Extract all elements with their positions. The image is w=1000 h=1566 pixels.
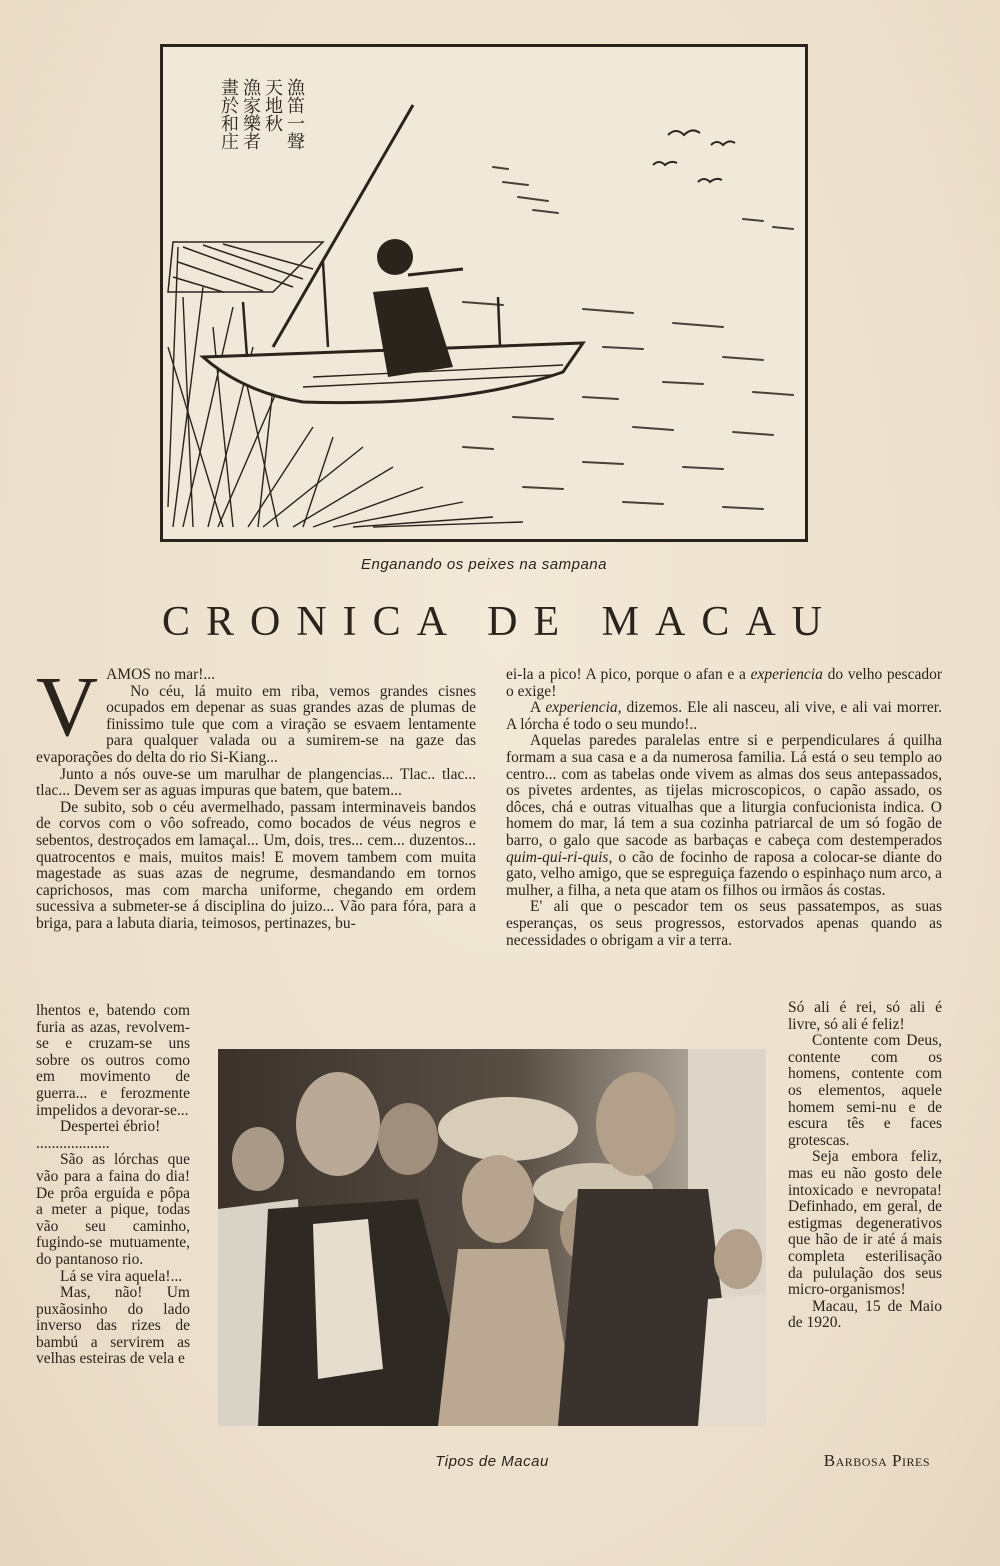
paragraph: Só ali é rei, só ali é livre, só ali é feliz! — [788, 999, 942, 1033]
paragraph: Seja embora feliz, mas eu não gosto dele intoxicado e nevropata! Definhado, em geral, de estigmas degenerativos que hão de ir até á mais completa esterilisação da pululação dos seus micro-organismos! — [788, 1148, 942, 1299]
paragraph: Mas, não! Um puxãosinho do lado inverso das rizes de bambú a servirem as velhas esteiras de vela e — [36, 1284, 190, 1368]
narrow-left-column — [36, 1003, 190, 1368]
paragraph: No céu, lá muito em riba, vemos grandes cisnes ocupados em depenar as suas grandes azas de plumas de finissimo tule que com a viração se esvaem lentamente para qualquer valada ou a sumirem-se na gaze das evaporações do delta do rio Si-Kiang... — [36, 682, 476, 766]
paragraph: E' ali que o pescador tem os seus passatempos, as suas esperanças, os seus progressos, estorvados apenas quando as necessidades o obrigam a vir a terra. — [506, 898, 942, 949]
chinese-inscription — [205, 78, 305, 188]
paragraph — [506, 733, 942, 899]
narrow-right-column — [788, 1000, 942, 1332]
inscription-line-1: 漁笛一聲 — [284, 78, 305, 150]
paragraph — [506, 667, 942, 700]
left-column — [36, 658, 476, 933]
paragraph: Contente com Deus, contente com os homens, contente com os elementos, aquele homem semi-nu e de escura tês e faces grotescas. — [788, 1032, 942, 1149]
people-photo — [218, 1049, 766, 1426]
italic-run: quim-qui-ri-quis, — [506, 848, 613, 866]
illustration-caption: Enganando os peixes na sampana — [360, 556, 607, 573]
paragraph: Lá se vira aquela!... — [60, 1267, 183, 1285]
text-run: dizemos. Ele ali nasceu, ali vive, e ali vai morrer. A lórcha é todo o seu mundo!.. — [506, 699, 942, 733]
italic-run: experiencia, — [545, 699, 622, 717]
inscription-line-3: 漁家樂者 — [240, 78, 261, 150]
article-title: CRONICA DE MACAU — [161, 599, 839, 645]
drop-cap: V — [36, 658, 99, 754]
paragraph: Junto a nós ouve-se um marulhar de plangencias... Tlac.. tlac... tlac... Devem ser as aguas impuras que batem, que batem... — [36, 765, 476, 800]
paragraph — [506, 700, 942, 733]
paragraph: Despertei ébrio! — [60, 1118, 161, 1136]
lead-paragraph: AMOS no mar!... — [106, 666, 216, 683]
author-signature: Barbosa Pires — [823, 1451, 930, 1470]
right-column — [506, 667, 942, 949]
text-run: ei-la a pico! A pico, porque o afan e a — [506, 666, 751, 683]
inscription-line-4: 畫於和庄 — [218, 78, 239, 150]
paragraph: De subito, sob o céu avermelhado, passam interminaveis bandos de corvos com o vôo sofreado, como bocados de véus negros e sebentos, destroçados em lamaçal... Um, dois, tres... cem... duzentos... quatrocentos e mais, muitos mais! E movem tambem com muita magestade as suas azas de negrume, desmandando em tornos caprichosos, mas com marcha uniforme, chegando em ordem sucessiva a submeter-se á disciplina do juizo... Vão para fóra, para a briga, para a labuta diaria, teimosos, pertinazes, bu- — [36, 798, 476, 932]
dateline: Macau, 15 de Maio de 1920. — [788, 1297, 942, 1332]
text-run: Aquelas paredes paralelas entre si e perpendiculares á quilha formam a sua casa e a da numerosa familia. Lá está o seu templo ao centro... com as tabelas onde vivem as almas dos seus antepassados, os pivetes ardentes, as tijelas microscopicos, o capão assado, os dôces, chá e outras vitualhas que a liturgia confucionista indica. O homem do mar, lá tem a sua cozinha patriarcal de um só fogão de barro, o galo que sacode as barbaças e cabeça com destemperados — [506, 732, 942, 849]
italic-run: experiencia — [750, 666, 823, 683]
text-run: do velho pescador o exige! — [506, 666, 942, 700]
photo-caption: Tipos de Macau — [435, 1453, 549, 1470]
inscription-line-2: 天地秋 — [262, 78, 283, 132]
paragraph: São as lórchas que vão para a faina do dia! De prôa erguida e pôpa a meter a pique, todas vão seu caminho, fugindo-se mutuamente, do pantanoso rio. — [36, 1151, 190, 1268]
text-run: A — [530, 699, 546, 717]
text-run: o cão de focinho de raposa a colocar-se diante do gato, velho amigo, que se espreguiça fazendo o espinhaço num arco, a mulher, a filha, a neta que atam os filhos ou irmãos ás costas. — [506, 848, 942, 899]
paragraph: lhentos e, batendo com furia as azas, revolvem-se e cruzam-se uns sobre os outros como em movimento de guerra... e ferozmente impelidos a devorar-se... — [36, 1002, 190, 1119]
dotted-separator: ................... — [36, 1135, 110, 1152]
